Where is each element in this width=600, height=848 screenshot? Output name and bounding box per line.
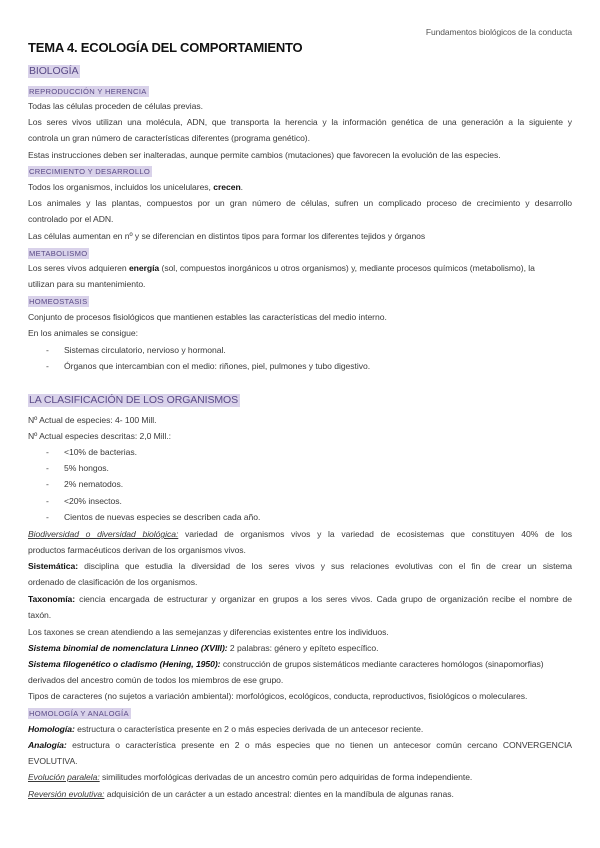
paragraph: Todas las células proceden de células previas. bbox=[28, 101, 203, 111]
list-item: - Cientos de nuevas especies se describen cada año. bbox=[46, 512, 261, 522]
subheading-homologia: HOMOLOGÍA Y ANALOGÍA bbox=[29, 709, 129, 718]
list-item: - Órganos que intercambian con el medio: riñones, piel, pulmones y tubo digestivo. bbox=[46, 361, 371, 371]
list-item: - 5% hongos. bbox=[46, 463, 109, 473]
paragraph: ordenado de clasificación de los organismos. bbox=[28, 577, 198, 587]
page-header: Fundamentos biológicos de la conducta bbox=[425, 27, 572, 37]
paragraph: controla un gran número de características diferentes (programa genético). bbox=[28, 133, 310, 143]
paragraph: Todos los organismos, incluidos los unicelulares, crecen. bbox=[28, 182, 243, 192]
subheading-reproduccion: REPRODUCCIÓN Y HERENCIA bbox=[29, 87, 147, 96]
subheading-homeostasis: HOMEOSTASIS bbox=[29, 297, 88, 306]
paragraph: Los seres vivos utilizan una molécula, ADN, que transporta la herencia y la información genética de una generación a la siguiente y bbox=[28, 117, 572, 127]
list-item: - Sistemas circulatorio, nervioso y hormonal. bbox=[46, 345, 226, 355]
paragraph: Conjunto de procesos fisiológicos que mantienen estables las características del medio interno. bbox=[28, 312, 387, 322]
definition-binomial: Sistema binomial de nomenclatura Linneo (XVIII): 2 palabras: género y epíteto específico. bbox=[28, 643, 379, 653]
section-heading-biologia: BIOLOGÍA bbox=[29, 65, 79, 77]
paragraph: utilizan para su mantenimiento. bbox=[28, 279, 146, 289]
paragraph: derivados del ancestro común de todos los miembros de ese grupo. bbox=[28, 675, 284, 685]
paragraph: Tipos de caracteres (no sujetos a variación ambiental): morfológicos, ecológicos, conducta, reproductivos, fisiológicos o moleculares. bbox=[28, 691, 528, 701]
definition-reversion-evolutiva: Reversión evolutiva: adquisición de un carácter a un estado ancestral: dientes en la mandíbula de algunas ranas. bbox=[28, 789, 454, 799]
page-title: TEMA 4. ECOLOGÍA DEL COMPORTAMIENTO bbox=[28, 40, 303, 55]
paragraph: controlado por el ADN. bbox=[28, 214, 114, 224]
list-item: - <20% insectos. bbox=[46, 496, 122, 506]
subheading-metabolismo: METABOLISMO bbox=[29, 249, 88, 258]
definition-analogia: Analogía: estructura o característica presente en 2 o más especies que no tienen un antecesor común cercano CONVERGENCIA bbox=[28, 740, 572, 750]
definition-homologia: Homología: estructura o característica presente en 2 o más especies derivada de un antecesor reciente. bbox=[28, 724, 424, 734]
paragraph: En los animales se consigue: bbox=[28, 328, 138, 338]
paragraph: Los animales y las plantas, compuestos por un gran número de células, sufren un complicado proceso de crecimiento y desarrollo bbox=[28, 198, 572, 208]
paragraph: Los taxones se crean atendiendo a las semejanzas y diferencias existentes entre los individuos. bbox=[28, 627, 389, 637]
list-item: - 2% nematodos. bbox=[46, 479, 124, 489]
paragraph: Nº Actual de especies: 4- 100 Mill. bbox=[28, 415, 157, 425]
paragraph: Estas instrucciones deben ser inalteradas, aunque permite cambios (mutaciones) que favorecen la evolución de las especies. bbox=[28, 150, 501, 160]
section-heading-clasificacion: LA CLASIFICACIÓN DE LOS ORGANISMOS bbox=[29, 394, 238, 406]
paragraph: Las células aumentan en nº y se diferencian en distintos tipos para formar los diferentes tejidos y órganos bbox=[28, 231, 426, 241]
paragraph: Nº Actual especies descritas: 2,0 Mill.: bbox=[28, 431, 171, 441]
subheading-crecimiento: CRECIMIENTO Y DESARROLLO bbox=[29, 167, 151, 176]
definition-biodiversidad: Biodiversidad o diversidad biológica: variedad de organismos vivos y la variedad de ecosistemas que constituyen 40% de los bbox=[28, 529, 572, 539]
paragraph: EVOLUTIVA. bbox=[28, 756, 78, 766]
definition-taxonomia: Taxonomía: ciencia encargada de estructurar y organizar en grupos a los seres vivos. Cada grupo de organización recibe el nombre de bbox=[28, 594, 572, 604]
paragraph: Los seres vivos adquieren energía (sol, compuestos inorgánicos u otros organismos) y, mediante procesos químicos (metabolismo), la bbox=[28, 263, 535, 273]
definition-evolucion-paralela: Evolución paralela: similitudes morfológicas derivadas de un ancestro común pero adquiridas de forma independiente. bbox=[28, 772, 473, 782]
definition-filogenetico: Sistema filogenético o cladismo (Hening, 1950): construcción de grupos sistemáticos mediante caracteres homólogos (sinapomorfias) bbox=[28, 659, 544, 669]
paragraph: productos farmacéuticos derivan de los organismos vivos. bbox=[28, 545, 246, 555]
definition-sistematica: Sistemática: disciplina que estudia la diversidad de los seres vivos y sus relaciones evolutivas con el fin de crear un sistema bbox=[28, 561, 572, 571]
paragraph: taxón. bbox=[28, 610, 52, 620]
list-item: - <10% de bacterias. bbox=[46, 447, 137, 457]
